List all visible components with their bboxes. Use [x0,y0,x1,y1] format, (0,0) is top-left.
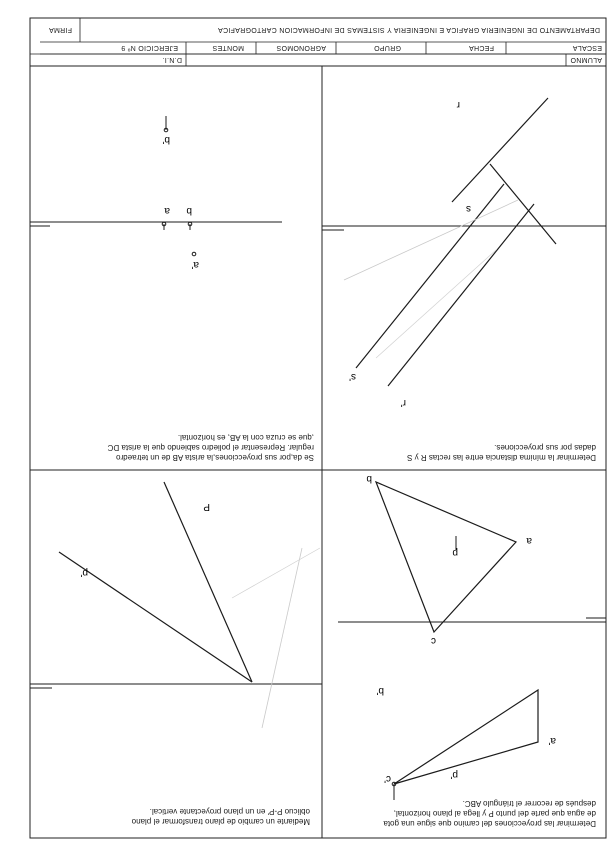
label-a-prime: a' [548,735,556,746]
lines-rs-drawing [322,66,606,470]
montes-label: MONTES [212,44,244,51]
problem-min-distance [322,66,606,470]
label-a-prime: a' [191,259,199,270]
problem-plane-change-line: Mediante un cambio de plano transformar el plano [131,817,310,826]
problem-tetrahedron-line: ,que se cruza con la AB, es horizontal. [177,433,314,442]
label-s-prime: s' [349,371,356,382]
plane-traces-drawing [30,470,322,838]
department-name: DEPARTAMENTO DE INGENIERIA GRAFICA E INGENIERIA Y SISTEMAS DE INFORMACION CARTOGRAFICA [217,26,600,33]
alumno-label: ALUMNO [570,56,602,63]
problem-tetrahedron-line: Se da,por sus proyecciones,la arista AB de un tetraedro [116,453,314,462]
label-b-prime: b' [376,685,384,696]
problem-water-path [322,470,606,838]
tetrahedron-drawing [30,66,322,470]
label-r-prime: r' [400,397,406,408]
line-s-prime [356,184,504,368]
label-p-prime-trace: p' [80,567,88,578]
problem-water-path-line: Determinar las proyecciones del camino que sigue una gota [383,819,596,828]
triangle-abc-top [376,482,516,632]
label-b: b [366,473,372,484]
escala-label: ESCALA [572,44,602,51]
problem-tetrahedron [30,66,322,470]
problem-min-distance-line: Determinar la mínima distancia entre las rectas R y S [407,453,596,462]
agronomos-label: AGRONOMOS [276,44,326,51]
label-b: b [186,205,192,216]
problem-water-path-line: después de recorrer el triángulo ABC. [462,799,596,808]
label-a: a [164,205,170,216]
problem-min-distance-line: dadas por sus proyecciones. [494,443,596,452]
label-c: c [431,635,436,646]
label-p-trace: P [203,501,210,512]
label-p: p [452,547,458,558]
label-r: r [456,99,460,110]
line-s [490,164,556,244]
triangle-drawing [322,470,606,838]
label-a: a [526,535,532,546]
line-r [452,98,548,202]
dni-label: D.N.I. [162,56,182,63]
pencil-construction-line [344,200,518,280]
label-s: s [466,203,471,214]
pencil-construction-line [262,548,302,728]
triangle-abc-front [394,690,538,784]
grupo-label: GRUPO [373,44,401,51]
line-r-prime [388,204,534,386]
problem-tetrahedron-line: regular. Representar el poliedro sabiendo que la arista DC [107,443,314,452]
point-a-prime [192,252,196,256]
problem-water-path-line: de agua que parte del punto P y llega al plano horizontal, [393,809,596,818]
exercise-number: EJERCICIO Nº 9 [121,44,178,51]
title-block [40,18,606,66]
fecha-label: FECHA [468,44,494,51]
label-p-prime: p' [450,769,458,780]
label-c-prime: c' [384,773,391,784]
problem-plane-change [30,470,322,838]
pencil-construction-line [376,250,496,358]
pencil-construction-line [232,548,320,598]
label-b-prime: b' [162,134,170,145]
firma-label: FIRMA [48,26,72,33]
problem-plane-change-line: oblicuo P-P' en un plano proyectante vertical. [149,807,310,816]
